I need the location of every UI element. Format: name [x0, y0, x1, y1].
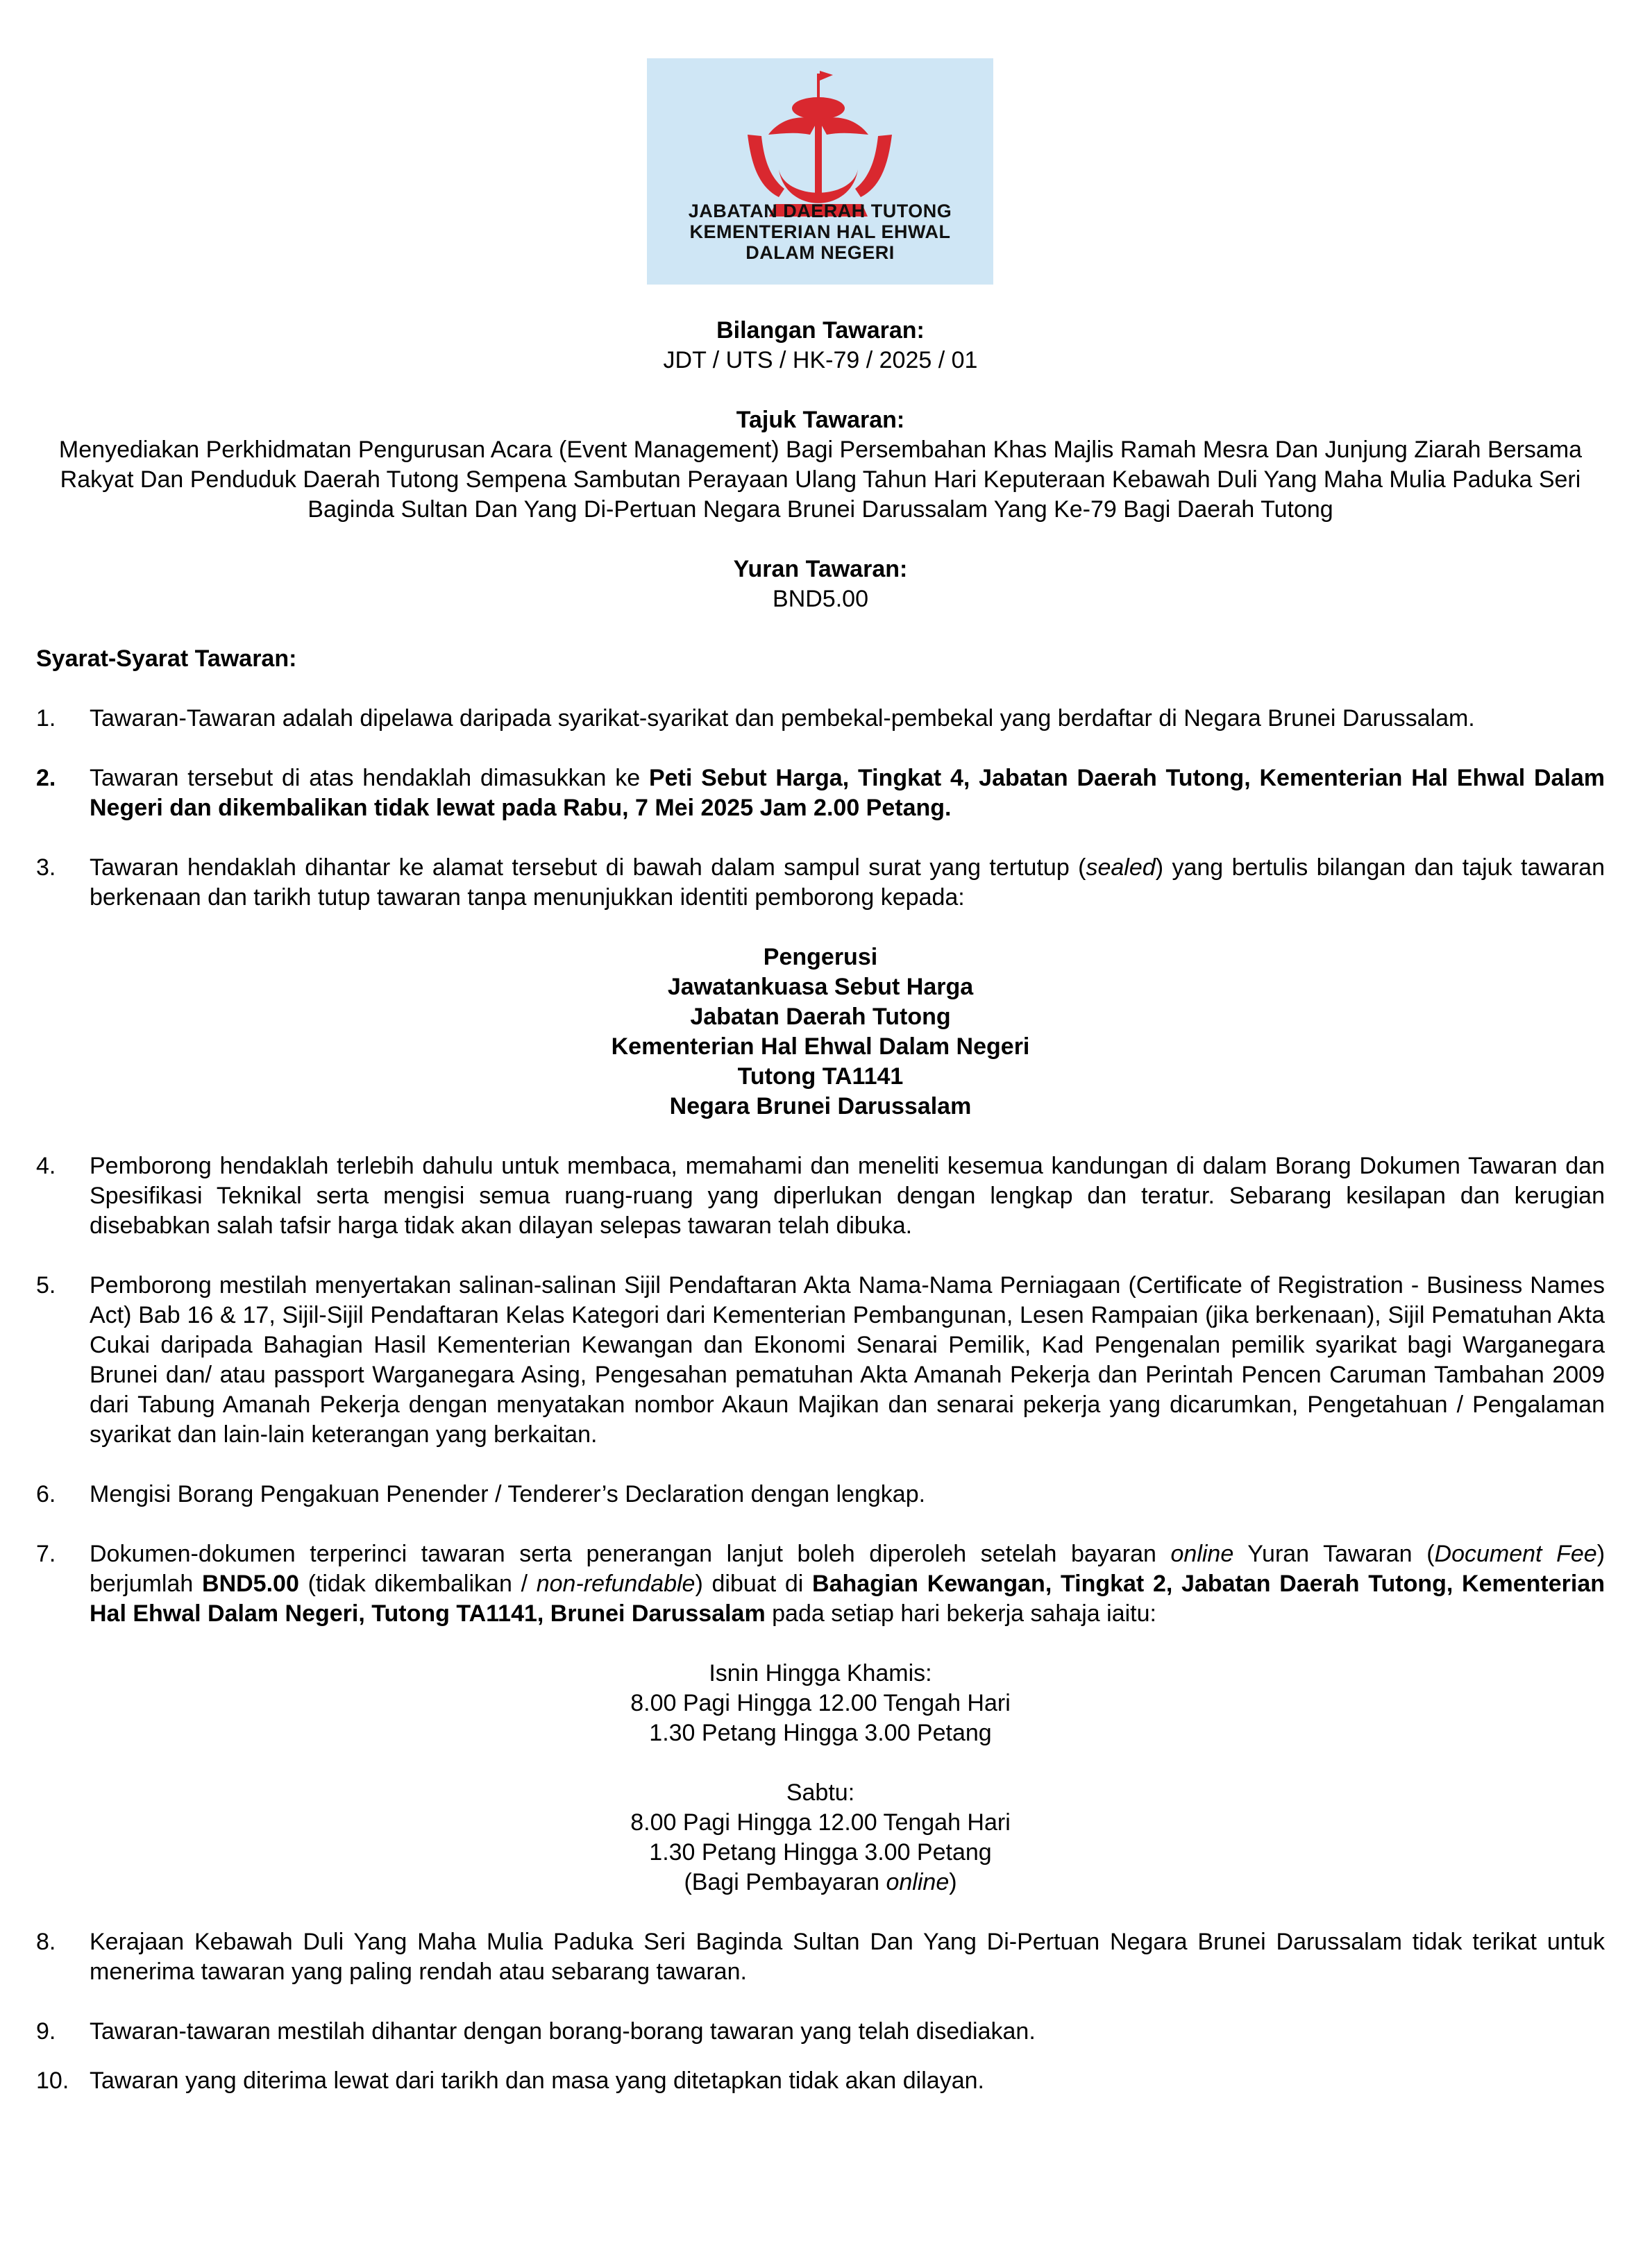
term-text-bold: Peti Sebut Harga, Tingkat 4, Jabatan Daerah Tutong, Kementerian Hal Ehwal Dalam Negeri dan dikembalikan tidak lewat pada Rabu, 7 Mei 2025 Jam 2.00 Petang.	[90, 765, 1605, 821]
term-text: Yuran Tawaran (	[1233, 1541, 1435, 1567]
delivery-address	[36, 942, 1605, 1122]
note-text-italic: online	[886, 1869, 950, 1895]
document-body	[36, 316, 1605, 2126]
offer-title: Menyediakan Perkhidmatan Pengurusan Acara (Event Management) Bagi Persembahan Khas Majlis Ramah Mesra Dan Junjung Ziarah Bersama Rakyat Dan Penduduk Daerah Tutong Sempena Sambutan Perayaan Ulang Tahun Hari Keputeraan Kebawah Duli Yang Maha Mulia Paduka Seri Baginda Sultan Dan Yang Di-Pertuan Negara Brunei Darussalam Yang Ke-79 Bagi Daerah Tutong	[58, 437, 1583, 523]
term-number: 6.	[36, 1481, 56, 1507]
saturday-note	[36, 1868, 1605, 1897]
department-logo	[647, 58, 993, 285]
term-item-4	[36, 1151, 1605, 1241]
address-line: Jabatan Daerah Tutong	[690, 1004, 951, 1030]
weekday-afternoon: 1.30 Petang Hingga 3.00 Petang	[649, 1720, 992, 1746]
term-item-6	[36, 1480, 1605, 1509]
term-text: Pemborong mestilah menyertakan salinan-salinan Sijil Pendaftaran Akta Nama-Nama Perniagaan (Certificate of Registration - Business Names Act) Bab 16 & 17, Sijil-Sijil Pendaftaran Kelas Kategori dari Kementerian Pembangunan, Lesen Rampaian (jika berkenaan), Sijil Pematuhan Akta Cukai daripada Bahagian Hasil Kementerian Kewangan dan Ekonomi Senarai Pemilik, Kad Pengenalan pemilik syarikat bagi Warganegara Brunei dan/ atau passport Warganegara Asing, Pengesahan pematuhan Akta Amanah Pekerja dan Perintah Pencen Caruman Tambahan 2009 dari Tabung Amanah Pekerja dengan menyatakan nombor Akaun Majikan dan senarai pekerja yang dicarumkan, Pengetahuan / Pengalaman syarikat dan lain-lain keterangan yang berkaitan.	[90, 1272, 1605, 1448]
address-line: Tutong TA1141	[737, 1063, 904, 1090]
offer-fee-section	[36, 555, 1605, 614]
offer-number-section	[36, 316, 1605, 375]
address-line: Pengerusi	[763, 944, 878, 970]
term-text: Kerajaan Kebawah Duli Yang Maha Mulia Paduka Seri Baginda Sultan Dan Yang Di-Pertuan Negara Brunei Darussalam tidak terikat untuk menerima tawaran yang paling rendah atau sebarang tawaran.	[90, 1929, 1605, 1985]
term-item-2	[36, 763, 1605, 823]
logo-line-1: JABATAN DAERAH TUTONG	[688, 201, 952, 221]
term-text: pada setiap hari bekerja sahaja iaitu:	[765, 1600, 1156, 1627]
address-line: Kementerian Hal Ehwal Dalam Negeri	[611, 1033, 1030, 1060]
weekday-hours	[36, 1659, 1605, 1748]
term-item-8	[36, 1927, 1605, 1987]
logo-line-3: DALAM NEGERI	[745, 242, 895, 263]
term-number: 5.	[36, 1272, 56, 1299]
term-number: 2.	[36, 765, 56, 791]
term-number: 9.	[36, 2018, 56, 2045]
term-item-9	[36, 2017, 1605, 2047]
term-text: (tidak dikembalikan /	[298, 1571, 537, 1597]
offer-number-label: Bilangan Tawaran:	[716, 317, 925, 344]
term-text: Tawaran yang diterima lewat dari tarikh dan masa yang ditetapkan tidak akan dilayan.	[90, 2067, 984, 2094]
address-line: Jawatankuasa Sebut Harga	[667, 974, 974, 1000]
term-text: ) berjumlah	[90, 1541, 1605, 1597]
offer-fee-label: Yuran Tawaran:	[733, 556, 908, 582]
saturday-morning: 8.00 Pagi Hingga 12.00 Tengah Hari	[630, 1809, 1011, 1836]
term-item-7	[36, 1539, 1605, 1629]
terms-heading: Syarat-Syarat Tawaran:	[36, 645, 297, 672]
term-text: Tawaran-Tawaran adalah dipelawa daripada syarikat-syarikat dan pembekal-pembekal yang berdaftar di Negara Brunei Darussalam.	[90, 705, 1475, 732]
term-text-bold: Bahagian Kewangan, Tingkat 2, Jabatan Daerah Tutong, Kementerian Hal Ehwal Dalam Negeri, Tutong TA1141, Brunei Darussalam	[90, 1571, 1605, 1627]
term-text-italic: sealed	[1086, 854, 1156, 881]
logo-line-2: KEMENTERIAN HAL EHWAL	[689, 221, 951, 242]
saturday-afternoon: 1.30 Petang Hingga 3.00 Petang	[649, 1839, 992, 1866]
term-text: Pemborong hendaklah terlebih dahulu untuk membaca, memahami dan meneliti kesemua kandungan di dalam Borang Dokumen Tawaran dan Spesifikasi Teknikal serta mengisi semua ruang-ruang yang diperlukan dengan lengkap dan teratur. Sebarang kesilapan dan kerugian disebabkan salah tafsir harga tidak akan dilayan selepas tawaran telah dibuka.	[90, 1153, 1605, 1239]
term-number: 4.	[36, 1153, 56, 1179]
term-text: Tawaran-tawaran mestilah dihantar dengan borang-borang tawaran yang telah disediakan.	[90, 2018, 1036, 2045]
term-text: ) yang bertulis bilangan dan tajuk tawaran berkenaan dan tarikh tutup tawaran tanpa menunjukkan identiti pemborong kepada:	[90, 854, 1605, 911]
address-line: Negara Brunei Darussalam	[669, 1093, 972, 1119]
term-number: 7.	[36, 1541, 56, 1567]
term-number: 10.	[36, 2067, 69, 2094]
term-text: Tawaran tersebut di atas hendaklah dimasukkan ke	[90, 765, 649, 791]
term-number: 8.	[36, 1929, 56, 1955]
term-item-1	[36, 704, 1605, 734]
term-text: ) dibuat di	[695, 1571, 813, 1597]
offer-fee: BND5.00	[773, 586, 868, 612]
offer-title-section	[36, 405, 1605, 525]
term-text: Dokumen-dokumen terperinci tawaran serta penerangan lanjut boleh diperoleh setelah bayaran	[90, 1541, 1171, 1567]
term-text-bold: BND5.00	[202, 1571, 299, 1597]
term-item-5	[36, 1271, 1605, 1450]
offer-number: JDT / UTS / HK-79 / 2025 / 01	[663, 347, 978, 373]
saturday-label: Sabtu:	[786, 1779, 855, 1806]
term-text-italic: Document Fee	[1434, 1541, 1597, 1567]
note-text: )	[949, 1869, 957, 1895]
weekday-morning: 8.00 Pagi Hingga 12.00 Tengah Hari	[630, 1690, 1011, 1716]
saturday-hours	[36, 1778, 1605, 1897]
offer-title-label: Tajuk Tawaran:	[736, 407, 905, 433]
term-item-3	[36, 853, 1605, 913]
term-number: 1.	[36, 705, 56, 732]
term-text-italic: non-refundable	[536, 1571, 696, 1597]
term-number: 3.	[36, 854, 56, 881]
term-text-italic: online	[1170, 1541, 1234, 1567]
term-text: Tawaran hendaklah dihantar ke alamat tersebut di bawah dalam sampul surat yang tertutup (	[90, 854, 1086, 881]
term-item-10	[36, 2066, 1605, 2096]
weekday-label: Isnin Hingga Khamis:	[709, 1660, 932, 1686]
term-text: Mengisi Borang Pengakuan Penender / Tenderer’s Declaration dengan lengkap.	[90, 1481, 926, 1507]
note-text: (Bagi Pembayaran	[684, 1869, 886, 1895]
